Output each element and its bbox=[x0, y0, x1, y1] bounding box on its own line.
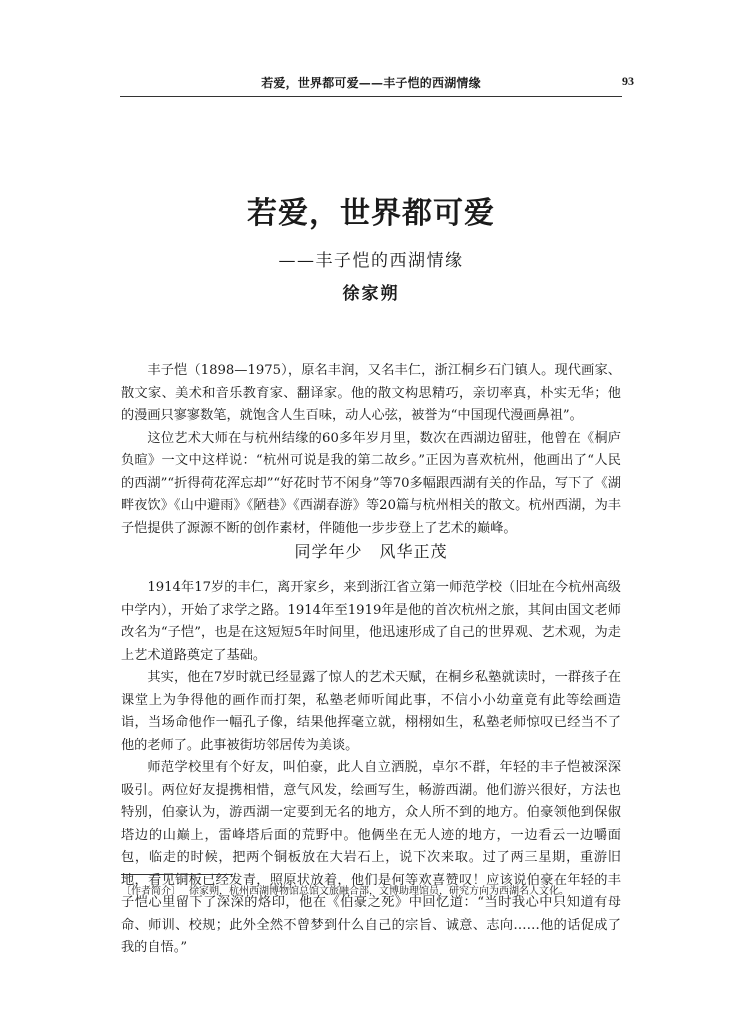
footnote-text: 徐家朔，杭州西湖博物馆总馆文旅融合部，文博助理馆员，研究方向为西湖名人文化。 bbox=[189, 886, 569, 897]
running-head bbox=[0, 74, 742, 94]
running-title: 若爱，世界都可爱——丰子恺的西湖情缘 bbox=[261, 76, 481, 90]
intro-paragraph: 丰子恺（1898—1975），原名丰润，又名丰仁，浙江桐乡石门镇人。现代画家、散文家、美术和音乐教育家、翻译家。他的散文构思精巧，亲切率真，朴实无华；他的漫画只寥寥数笔，就饱含人生百味，动人心弦，被誉为“中国现代漫画鼻祖”。 bbox=[121, 363, 621, 423]
section-paragraph: 1914年17岁的丰仁，离开家乡，来到浙江省立第一师范学校（旧址在今杭州高级中学内），开始了求学之路。1914年至1919年是他的首次杭州之旅，其间由国文老师改名为“子恺”，也是在这短短5年时间里，他迅速形成了自己的世界观、艺术观，为走上艺术道路奠定了基础。 bbox=[121, 580, 621, 663]
intro-paragraph: 这位艺术大师在与杭州结缘的60多年岁月里，数次在西湖边留驻，他曾在《桐庐负暄》一文中这样说：“杭州可说是我的第二故乡。”正因为喜欢杭州，他画出了“人民的西湖”“折得荷花浑忘却”“好花时节不闲身”等70多幅跟西湖有关的作品，写下了《湖畔夜饮》《山中避雨》《陋巷》《西湖春游》等20篇与杭州相关的散文。杭州西湖，为丰子恺提供了源源不断的创作素材，伴随他一步步登上了艺术的巅峰。 bbox=[121, 430, 621, 536]
section-paragraph: 其实，他在7岁时就已经显露了惊人的艺术天赋，在桐乡私塾就读时，一群孩子在课堂上为争得他的画作而打架，私塾老师听闻此事，不信小小幼童竟有此等绘画造诣，当场命他作一幅孔子像，结果他挥毫立就，栩栩如生，私塾老师惊叹已经当不了他的老师了。此事被街坊邻居传为美谈。 bbox=[121, 670, 621, 753]
article-title: 若爱，世界都可爱 bbox=[247, 196, 495, 231]
footnote-label: 〔作者简介〕 bbox=[121, 886, 181, 897]
author-footnote bbox=[121, 884, 621, 900]
article-author: 徐家朔 bbox=[342, 284, 400, 304]
section-heading: 同学年少 风华正茂 bbox=[294, 542, 448, 561]
footnote-rule bbox=[121, 874, 233, 875]
section-paragraph: 师范学校里有个好友，叫伯豪，此人自立洒脱，卓尔不群，年轻的丰子恺被深深吸引。两位好友提携相惜，意气风发，绘画写生，畅游西湖。他们游兴很好，方法也特别，伯豪认为，游西湖一定要到无名的地方，众人所不到的地方。伯豪领他到保俶塔边的山巅上，雷峰塔后面的荒野中。他俩坐在无人迹的地方，一边看云一边嚼面包，临走的时候，把两个铜板放在大岩石上，说下次来取。过了两三星期，重游旧地，看见铜板已经发青，照原状放着，他们是何等欢喜赞叹！应该说伯豪在年轻的丰子恺心里留下了深深的烙印，他在《伯豪之死》中回忆道：“当时我心中只知道有母命、师训、校规；此外全然不曾梦到什么自己的宗旨、诚意、志向……他的话促成了我的自悟。” bbox=[121, 760, 621, 955]
section-body bbox=[121, 577, 621, 960]
intro-section bbox=[121, 360, 621, 540]
article-subtitle: ——丰子恺的西湖情缘 bbox=[278, 251, 464, 271]
header-rule bbox=[120, 96, 622, 97]
page-number: 93 bbox=[622, 74, 634, 88]
